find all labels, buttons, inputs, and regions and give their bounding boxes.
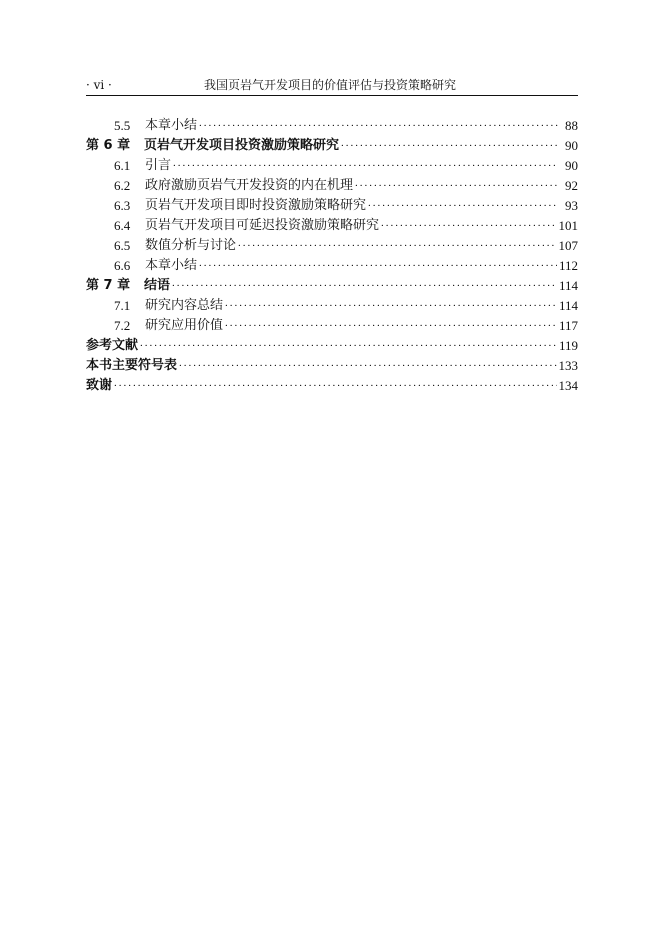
toc-entry[interactable] bbox=[86, 196, 578, 216]
page-ref: 114 bbox=[558, 278, 578, 293]
entry-title: 本章小结 bbox=[145, 118, 198, 133]
page-ref: 90 bbox=[565, 138, 578, 153]
chapter-label: 第 6 章 bbox=[86, 138, 131, 153]
entry-title: 页岩气开发项目可延迟投资激励策略研究 bbox=[145, 218, 380, 233]
page-header bbox=[86, 76, 578, 94]
toc-entry[interactable] bbox=[86, 156, 578, 176]
page-ref: 88 bbox=[565, 118, 578, 133]
section-number: 7.2 bbox=[114, 318, 131, 333]
entry-title: 本书主要符号表 bbox=[86, 358, 178, 373]
toc-entry[interactable] bbox=[86, 236, 578, 256]
page-ref: 133 bbox=[558, 358, 578, 373]
table-of-contents bbox=[86, 116, 578, 396]
toc-top-entry[interactable] bbox=[86, 356, 578, 376]
chapter-title: 结语 bbox=[144, 278, 171, 293]
section-number: 6.4 bbox=[114, 218, 131, 233]
dot-leader bbox=[225, 296, 557, 316]
toc-top-entry[interactable] bbox=[86, 376, 578, 396]
dot-leader bbox=[368, 196, 558, 216]
page-ref: 101 bbox=[558, 218, 578, 233]
page-ref: 119 bbox=[558, 338, 578, 353]
section-number: 7.1 bbox=[114, 298, 131, 313]
dot-leader bbox=[341, 136, 558, 156]
dot-leader bbox=[355, 176, 558, 196]
section-number: 6.5 bbox=[114, 238, 131, 253]
dot-leader bbox=[225, 316, 557, 336]
entry-title: 研究应用价值 bbox=[145, 318, 224, 333]
dot-leader bbox=[179, 356, 556, 376]
chapter-title: 页岩气开发项目投资激励策略研究 bbox=[144, 138, 340, 153]
entry-title: 政府激励页岩气开发投资的内在机理 bbox=[145, 178, 354, 193]
page-ref: 117 bbox=[558, 318, 578, 333]
page-number: · vi · bbox=[86, 78, 112, 92]
page-ref: 134 bbox=[558, 378, 578, 393]
page-ref: 93 bbox=[565, 198, 578, 213]
toc-chapter-entry[interactable] bbox=[86, 136, 578, 156]
entry-title: 参考文献 bbox=[86, 338, 139, 353]
entry-title: 页岩气开发项目即时投资激励策略研究 bbox=[145, 198, 367, 213]
section-number: 6.6 bbox=[114, 258, 131, 273]
section-number: 6.1 bbox=[114, 158, 131, 173]
dot-leader bbox=[140, 336, 557, 356]
toc-entry[interactable] bbox=[86, 216, 578, 236]
toc-chapter-entry[interactable] bbox=[86, 276, 578, 296]
entry-title: 本章小结 bbox=[145, 258, 198, 273]
section-number: 6.3 bbox=[114, 198, 131, 213]
section-number: 6.2 bbox=[114, 178, 131, 193]
toc-entry[interactable] bbox=[86, 116, 578, 136]
dot-leader bbox=[173, 156, 558, 176]
page-ref: 107 bbox=[558, 238, 578, 253]
toc-top-entry[interactable] bbox=[86, 336, 578, 356]
entry-title: 致谢 bbox=[86, 378, 113, 393]
dot-leader bbox=[172, 276, 557, 296]
toc-entry[interactable] bbox=[86, 316, 578, 336]
page-ref: 114 bbox=[558, 298, 578, 313]
page-ref: 90 bbox=[565, 158, 578, 173]
chapter-label: 第 7 章 bbox=[86, 278, 131, 293]
section-number: 5.5 bbox=[114, 118, 131, 133]
running-title: 我国页岩气开发项目的价值评估与投资策略研究 bbox=[204, 78, 457, 92]
page-ref: 112 bbox=[558, 258, 578, 273]
dot-leader bbox=[238, 236, 556, 256]
toc-entry[interactable] bbox=[86, 256, 578, 276]
toc-entry[interactable] bbox=[86, 296, 578, 316]
dot-leader bbox=[199, 256, 557, 276]
dot-leader bbox=[114, 376, 556, 396]
page-ref: 92 bbox=[565, 178, 578, 193]
entry-title: 研究内容总结 bbox=[145, 298, 224, 313]
entry-title: 数值分析与讨论 bbox=[145, 238, 237, 253]
toc-entry[interactable] bbox=[86, 176, 578, 196]
entry-title: 引言 bbox=[145, 158, 172, 173]
dot-leader bbox=[381, 216, 556, 236]
dot-leader bbox=[199, 116, 558, 136]
header-rule bbox=[86, 95, 578, 96]
